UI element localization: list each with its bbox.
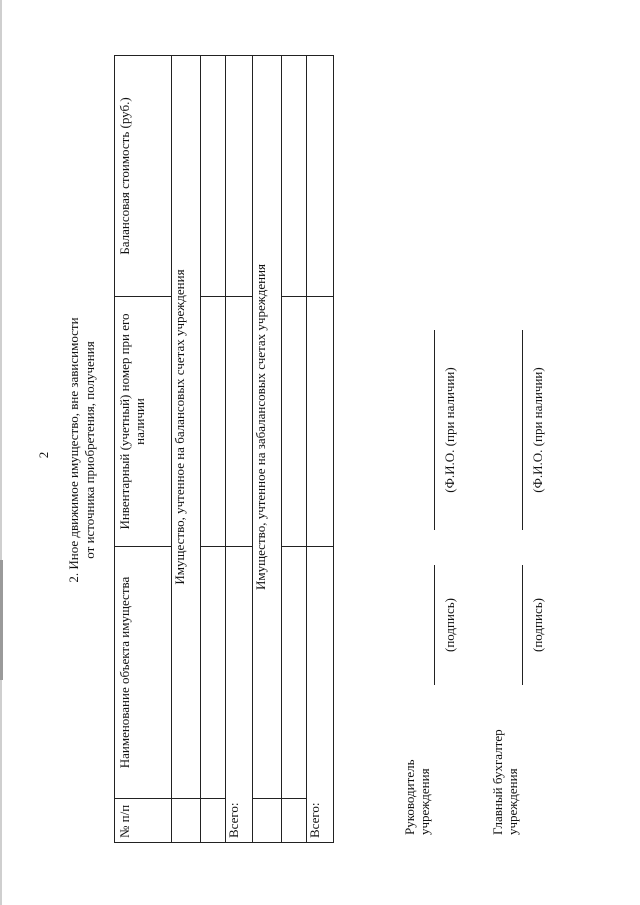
header-book-value: Балансовая стоимость (руб.)	[115, 56, 172, 297]
table-row	[282, 56, 307, 843]
header-object-name: Наименование объекта имущества	[115, 547, 172, 799]
table-cell	[201, 297, 226, 547]
table-cell	[201, 547, 226, 799]
movable-property-table	[114, 55, 334, 843]
table-cell	[226, 297, 253, 547]
signature-role	[402, 715, 432, 835]
role-line-1: Главный бухгалтер	[490, 729, 505, 835]
page-number: 2	[36, 451, 51, 459]
header-number: № п/п	[115, 799, 172, 843]
signature-line	[434, 565, 435, 685]
table-cell	[201, 799, 226, 843]
table-cell	[226, 56, 253, 297]
table-cell	[307, 297, 334, 547]
table-cell	[172, 799, 201, 843]
name-caption: (Ф.И.О. (при наличии)	[442, 367, 457, 493]
total-label-balance: Всего:	[226, 547, 253, 843]
signature-line	[522, 565, 523, 685]
name-line	[434, 330, 435, 530]
table-cell	[282, 799, 307, 843]
table-cell	[307, 56, 334, 297]
section-heading-balance: Имущество, учтенное на балансовых счетах учреждения	[172, 56, 201, 799]
role-line-2: учреждения	[417, 768, 432, 835]
header-inventory-number: Инвентарный (учетный) номер при его наличии	[115, 297, 172, 547]
table-row	[307, 56, 334, 843]
table-row	[253, 56, 282, 843]
section-title	[66, 275, 98, 625]
signature-chief-accountant	[490, 115, 545, 835]
section-title-line-2: от источника приобретения, получения	[82, 341, 97, 559]
signature-head	[402, 115, 457, 835]
table-cell	[282, 297, 307, 547]
table-cell	[253, 799, 282, 843]
table-row	[226, 56, 253, 843]
signature-role	[490, 695, 520, 835]
table-cell	[282, 56, 307, 297]
table-header-row	[115, 56, 172, 843]
name-caption: (Ф.И.О. (при наличии)	[530, 367, 545, 493]
role-line-1: Руководитель	[402, 759, 417, 835]
signature-caption: (подпись)	[530, 598, 545, 652]
table-row	[201, 56, 226, 843]
table-cell	[201, 56, 226, 297]
section-title-line-1: 2. Иное движимое имущество, вне зависимости	[66, 317, 81, 583]
section-heading-off-balance: Имущество, учтенное на забалансовых счетах учреждения	[253, 56, 282, 799]
signature-caption: (подпись)	[442, 598, 457, 652]
table-cell	[282, 547, 307, 799]
table-row	[172, 56, 201, 843]
name-line	[522, 330, 523, 530]
role-line-2: учреждения	[505, 768, 520, 835]
total-label-off-balance: Всего:	[307, 547, 334, 843]
